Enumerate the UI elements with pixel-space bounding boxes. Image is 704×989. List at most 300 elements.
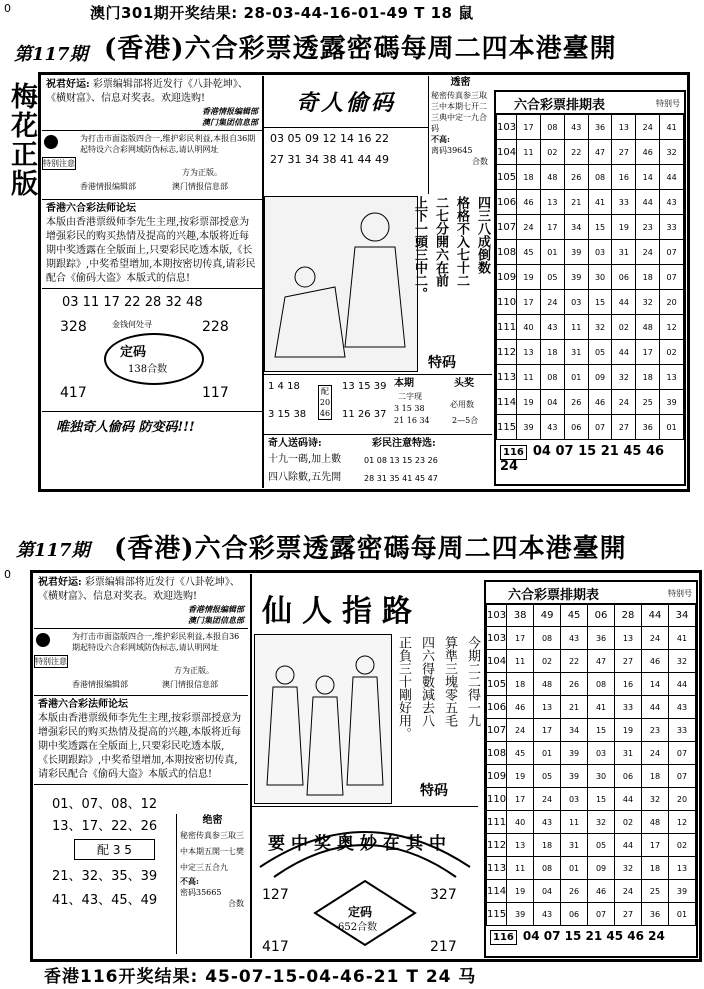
final-numbers: 04 07 15 21 45 46 24 [500,444,665,474]
rank-row-number: 106 [497,190,517,215]
rank-cell: 27 [615,650,642,673]
rank-cell: 13 [660,365,684,390]
rank-cell: 26 [564,390,588,415]
rank-cell: 18 [540,340,564,365]
final-no: 116 [500,445,527,460]
seq-2: 3 15 38 [268,409,307,420]
rank-cell: 26 [564,165,588,190]
rank-row [497,115,684,140]
rank-cell: 17 [534,719,561,742]
rank-cell: 33 [669,719,696,742]
rank-cell: 07 [660,265,684,290]
rank-cell: 13 [669,857,696,880]
rank-cell: 30 [588,265,612,290]
rank-cell: 18 [507,673,534,696]
rank-cell: 48 [534,673,561,696]
rank-cell: 31 [615,742,642,765]
final-row [486,926,696,946]
rank-cell: 24 [534,788,561,811]
rank-cell: 41 [588,190,612,215]
rank-cell: 47 [588,650,615,673]
rank-cell: 08 [588,673,615,696]
rank-cell: 43 [564,115,588,140]
rank-cell: 39 [669,880,696,903]
rank-row [487,903,696,926]
rank-row [497,390,684,415]
special-tag: 特别号 [668,589,692,598]
macau-draw-result: 澳门301期开奖结果: 28-03-44-16-01-49 T 18 鼠 [90,4,474,22]
rank-cell: 15 [588,719,615,742]
greeting-sig-2: 澳门集团信息部 [202,117,258,127]
rank-cell: 11 [517,365,541,390]
notice-sig-2: 香港情报编辑部 [80,182,136,191]
must-use-range: 2—5合 [452,416,479,425]
code-327: 327 [430,887,457,903]
list-line-4: 41、43、45、49 [52,893,158,908]
rank-cell: 41 [669,627,696,650]
panel-title: (香港)六合彩票透露密碼每周二四本港臺開 [104,34,617,64]
rank-cell: 30 [588,765,615,788]
rank-cell: 06 [561,903,588,926]
secret-title: 透密 [450,77,471,88]
notice-body: 为打击市面盗版四合一,维护彩民利益,本报自36期起特设六合彩网域防伪标志,请认明网址 [80,134,256,154]
rank-row [487,627,696,650]
notice-label: 特别注意 [35,657,67,666]
rank-cell: 43 [669,696,696,719]
rank-cell: 44 [612,340,636,365]
rank-row-number: 105 [497,165,517,190]
rank-cell: 13 [534,696,561,719]
rank-cell: 06 [564,415,588,440]
rank-cell: 13 [615,627,642,650]
center-numbers-2: 27 31 34 38 41 44 49 [270,153,389,166]
rank-cell: 03 [588,742,615,765]
code-117: 117 [202,385,229,401]
rank-cell: 31 [612,240,636,265]
rank-cell: 43 [534,903,561,926]
rank-row-number: 104 [487,650,507,673]
rank-cell: 34 [561,719,588,742]
forum-block [34,696,248,784]
rank-cell: 24 [507,719,534,742]
rank-cell: 02 [615,811,642,834]
illustration [254,634,392,804]
rank-cell: 36 [588,627,615,650]
poem-line: 算準三塊零五毛 [442,636,457,727]
rank-header-cell: 103 [487,605,507,627]
rank-header-cell: 45 [561,605,588,627]
rank-cell: 13 [612,115,636,140]
rank-row [497,365,684,390]
rank-row-number: 111 [497,315,517,340]
attention-title: 彩民注意特选: [372,438,436,449]
rank-cell: 18 [642,857,669,880]
rank-cell: 08 [534,857,561,880]
secret-block [428,76,492,194]
rank-cell: 32 [636,290,660,315]
poem-line: 今期二二得一九 [465,636,480,727]
rank-cell: 22 [564,140,588,165]
rank-cell: 32 [612,365,636,390]
rank-cell: 19 [507,880,534,903]
greeting-body: 彩票编辑部将近发行《八卦乾坤》、《横财富》、信息对奖表。欢迎选购! [38,577,240,602]
rank-cell: 07 [660,240,684,265]
special-code-label: 特码 [428,355,456,371]
rank-header-row [487,605,696,627]
rank-cell: 24 [642,627,669,650]
number-block [42,289,262,411]
secret-title: 绝密 [202,815,223,826]
rank-cell: 01 [669,903,696,926]
rank-cell: 39 [507,903,534,926]
greeting-body: 彩票编辑部将近发行《八卦乾坤》、《横财富》、信息对奖表。欢迎选购! [46,79,248,104]
rank-row [487,696,696,719]
hongkong-draw-result: 香港116开奖结果: 45-07-15-04-46-21 T 24 马 [44,967,477,987]
final-row [496,440,684,478]
rank-cell: 14 [642,673,669,696]
poem-line: 四六得數減去八 [419,636,434,727]
rank-cell: 44 [669,673,696,696]
rank-cell: 46 [507,696,534,719]
attention-nums-1: 01 08 13 15 23 26 [364,456,438,465]
rank-cell: 15 [588,290,612,315]
rank-header-cell: 49 [534,605,561,627]
rank-cell: 18 [642,765,669,788]
slogan: 唯独奇人偷码 防变码!!! [56,420,195,435]
money-caption: 金钱何处寻 [112,320,152,329]
rank-cell: 27 [615,903,642,926]
rank-cell: 17 [642,834,669,857]
rank-row [497,340,684,365]
poem-line: 二七分開六在前 [433,196,448,287]
rank-cell: 24 [615,880,642,903]
rank-cell: 07 [588,903,615,926]
rank-cell: 18 [636,265,660,290]
forum-body: 本版由香港票级师李先生主理,按彩票部授意为增强彩民的购买热情及提高的兴趣,本版将近每期中奖透露在全版面上,只要彩民吃透本版,《长期跟踪》,中奖希望增加,本期按密切传真,请彩民配合《偷码大盗》本版式的信息! [38,713,242,780]
rank-cell: 24 [612,390,636,415]
page-index-top: 0 [4,2,11,15]
rank-cell: 23 [642,719,669,742]
rank-cell: 19 [507,765,534,788]
rank-cell: 17 [517,290,541,315]
pair-box: 配 3 5 [74,839,155,860]
rank-cell: 44 [615,834,642,857]
rank-row [497,140,684,165]
rank-row-number: 104 [497,140,517,165]
greeting-title: 祝君好运: [46,79,90,90]
rank-cell: 11 [507,857,534,880]
rank-row [487,880,696,903]
rank-cell: 25 [636,390,660,415]
rank-cell: 32 [588,315,612,340]
illustration [264,196,418,372]
notice-sig-2: 香港情报编辑部 [72,680,128,689]
rank-cell: 06 [612,265,636,290]
greeting-title: 祝君好运: [38,577,82,588]
rank-cell: 45 [517,240,541,265]
rank-cell: 05 [540,265,564,290]
rank-row-number: 115 [487,903,507,926]
rank-cell: 20 [669,788,696,811]
rank-cell: 32 [615,857,642,880]
forum-block [42,200,262,288]
issue-number: 第117期 [14,44,88,65]
rank-cell: 01 [564,365,588,390]
rank-cell: 32 [588,811,615,834]
rank-cell: 44 [642,696,669,719]
code-328: 328 [60,319,87,335]
seq-4: 11 26 37 [342,409,387,420]
bomb-icon [36,633,50,647]
rank-cell: 13 [507,834,534,857]
fixed-code-sum: 138合数 [128,364,168,375]
rank-cell: 22 [561,650,588,673]
rank-cell: 19 [615,719,642,742]
rank-row [487,719,696,742]
center-title: 仙人指路 [262,594,422,629]
rank-cell: 03 [564,290,588,315]
rank-cell: 44 [615,788,642,811]
rank-grid [496,114,684,440]
rank-cell: 13 [540,190,564,215]
rank-cell: 21 [564,190,588,215]
rank-cell: 31 [564,340,588,365]
this-issue-nums-1: 3 15 38 [394,404,425,413]
rank-cell: 02 [660,340,684,365]
bomb-icon [44,135,58,149]
rank-cell: 45 [507,742,534,765]
rank-row-number: 113 [497,365,517,390]
poem-line: 四三八成倒数 [475,196,490,274]
rank-cell: 12 [669,811,696,834]
rank-header-cell: 44 [642,605,669,627]
rank-cell: 12 [660,315,684,340]
rank-cell: 47 [588,140,612,165]
rank-row [497,265,684,290]
rank-cell: 05 [534,765,561,788]
rank-row [497,415,684,440]
rank-row [487,788,696,811]
rank-cell: 07 [588,415,612,440]
final-no: 116 [490,930,517,945]
rank-cell: 27 [612,140,636,165]
rank-cell: 33 [615,696,642,719]
rank-grid [486,604,696,926]
rank-row-number: 111 [487,811,507,834]
center-title: 奇人偷码 [295,90,396,116]
rank-row-number: 107 [487,719,507,742]
arc-block [252,806,478,958]
notice-sig-1: 方为正版。 [174,666,214,675]
rank-cell: 46 [588,390,612,415]
rank-cell: 21 [561,696,588,719]
rank-cell: 20 [660,290,684,315]
rank-row [497,190,684,215]
rank-row [487,650,696,673]
code-417: 417 [262,939,289,955]
code-217: 217 [430,939,457,955]
rank-cell: 07 [669,765,696,788]
rank-cell: 39 [517,415,541,440]
top-prize-label: 头奖 [454,378,474,389]
list-line-1: 01、07、08、12 [52,797,158,812]
rank-cell: 44 [660,165,684,190]
rank-row-number: 114 [487,880,507,903]
rank-cell: 18 [534,834,561,857]
rank-cell: 13 [517,340,541,365]
illustration-figures [255,635,392,804]
fixed-code-sum: 652合数 [338,922,378,933]
rank-cell: 17 [507,788,534,811]
rank-cell: 02 [669,834,696,857]
rank-cell: 43 [540,415,564,440]
rank-cell: 44 [636,190,660,215]
rank-row-number: 108 [487,742,507,765]
code-417: 417 [60,385,87,401]
forum-body: 本版由香港票级师李先生主理,按彩票部授意为增强彩民的购买热情及提高的兴趣,本版将近每期中奖透露在全版面上,只要彩民吃透本版,《长期跟踪》,中奖希望增加,本期按密切传真,请彩民配合《偷码大盗》本版式的信息! [46,217,256,284]
rank-cell: 33 [660,215,684,240]
rank-cell: 11 [561,811,588,834]
rank-cell: 46 [636,140,660,165]
rank-cell: 48 [636,315,660,340]
pair-box: 配 20 46 [319,387,331,418]
secret-block [176,814,248,954]
poem-send-block [264,434,492,488]
rank-cell: 04 [534,880,561,903]
send-code-title: 奇人送码诗: [268,438,322,449]
rank-cell: 23 [636,215,660,240]
fixed-code-label: 定码 [348,905,373,919]
seq-3: 13 15 39 [342,381,387,392]
rank-title: 六合彩票排期表 [508,588,600,603]
forum-title: 香港六合彩法师论坛 [38,699,128,710]
poem-line: 格格不入七十二 [454,196,469,287]
rank-cell: 05 [588,834,615,857]
greeting-sig-1: 香港情报编辑部 [202,106,258,116]
forum-title: 香港六合彩法师论坛 [46,203,136,214]
poem-line: 正負三十剛好用。 [396,636,411,740]
rank-header-cell: 28 [615,605,642,627]
send-code-line-1: 十九一碼,加上數 [268,454,342,465]
rank-cell: 34 [564,215,588,240]
rank-cell: 01 [540,240,564,265]
rank-cell: 01 [534,742,561,765]
rank-cell: 46 [588,880,615,903]
number-line: 03 11 17 22 28 32 48 [62,295,203,310]
rank-cell: 11 [564,315,588,340]
rank-cell: 05 [588,340,612,365]
rank-cell: 04 [540,390,564,415]
rank-cell: 48 [642,811,669,834]
poem [392,636,482,786]
sum-label: 合数 [228,899,244,908]
rank-cell: 36 [636,415,660,440]
rank-row-number: 112 [487,834,507,857]
not-high-label: 不高: [431,134,450,144]
rank-cell: 27 [612,415,636,440]
rank-cell: 46 [642,650,669,673]
rank-cell: 36 [588,115,612,140]
rank-row-number: 103 [487,627,507,650]
rank-cell: 33 [612,190,636,215]
rank-row-number: 109 [497,265,517,290]
rank-cell: 24 [636,115,660,140]
rank-row [487,811,696,834]
rank-cell: 39 [564,240,588,265]
rank-cell: 39 [660,390,684,415]
left-column [42,76,262,482]
sum-label: 合数 [472,157,488,166]
rank-cell: 26 [561,880,588,903]
rank-cell: 03 [561,788,588,811]
rank-cell: 25 [642,880,669,903]
rank-row [497,290,684,315]
rank-row-number: 115 [497,415,517,440]
fixed-code-label: 定码 [120,345,147,360]
notice-block [42,131,262,199]
rank-cell: 02 [534,650,561,673]
rank-table-1 [494,90,686,486]
greeting-sig-2: 澳门集团信息部 [188,615,244,625]
rank-cell: 19 [517,390,541,415]
rank-cell: 15 [588,215,612,240]
rank-table-2 [484,580,698,958]
special-tag: 特别号 [656,99,680,108]
rank-cell: 48 [540,165,564,190]
rank-cell: 17 [507,627,534,650]
notice-sig-3: 澳门情报信息部 [172,182,228,191]
poem [412,196,492,372]
rank-title: 六合彩票排期表 [514,98,606,113]
rank-cell: 08 [540,365,564,390]
rank-cell: 43 [534,811,561,834]
this-issue-label: 本期 [394,378,414,389]
rank-row [487,765,696,788]
code-228: 228 [202,319,229,335]
code-number: 密码35665 [180,888,222,897]
rank-row [497,215,684,240]
list-line-2: 13、17、22、26 [52,819,158,834]
rank-cell: 02 [540,140,564,165]
rank-cell: 40 [517,315,541,340]
rank-cell: 24 [642,742,669,765]
rank-row-number: 106 [487,696,507,719]
rank-cell: 39 [561,742,588,765]
secret-body: 秘密传真参三取三中本期五開一七樊中定三五合九 [180,831,244,872]
rank-row [497,240,684,265]
code-number: 离码39645 [431,146,473,155]
rank-cell: 11 [507,650,534,673]
rank-cell: 11 [517,140,541,165]
rank-cell: 08 [588,165,612,190]
must-use-label: 必用数 [450,400,474,409]
two-char-label: 二字现 [398,392,422,401]
rank-row [487,673,696,696]
rank-cell: 32 [669,650,696,673]
rank-cell: 14 [636,165,660,190]
rank-cell: 43 [540,315,564,340]
rank-cell: 39 [564,265,588,290]
rank-cell: 09 [588,857,615,880]
rank-cell: 31 [561,834,588,857]
rank-cell: 19 [612,215,636,240]
rank-cell: 08 [540,115,564,140]
rank-cell: 41 [588,696,615,719]
rank-header-cell: 34 [669,605,696,627]
issue-number: 第117期 [16,540,90,561]
rank-cell: 40 [507,811,534,834]
notice-sig-3: 澳门情报信息部 [162,680,218,689]
